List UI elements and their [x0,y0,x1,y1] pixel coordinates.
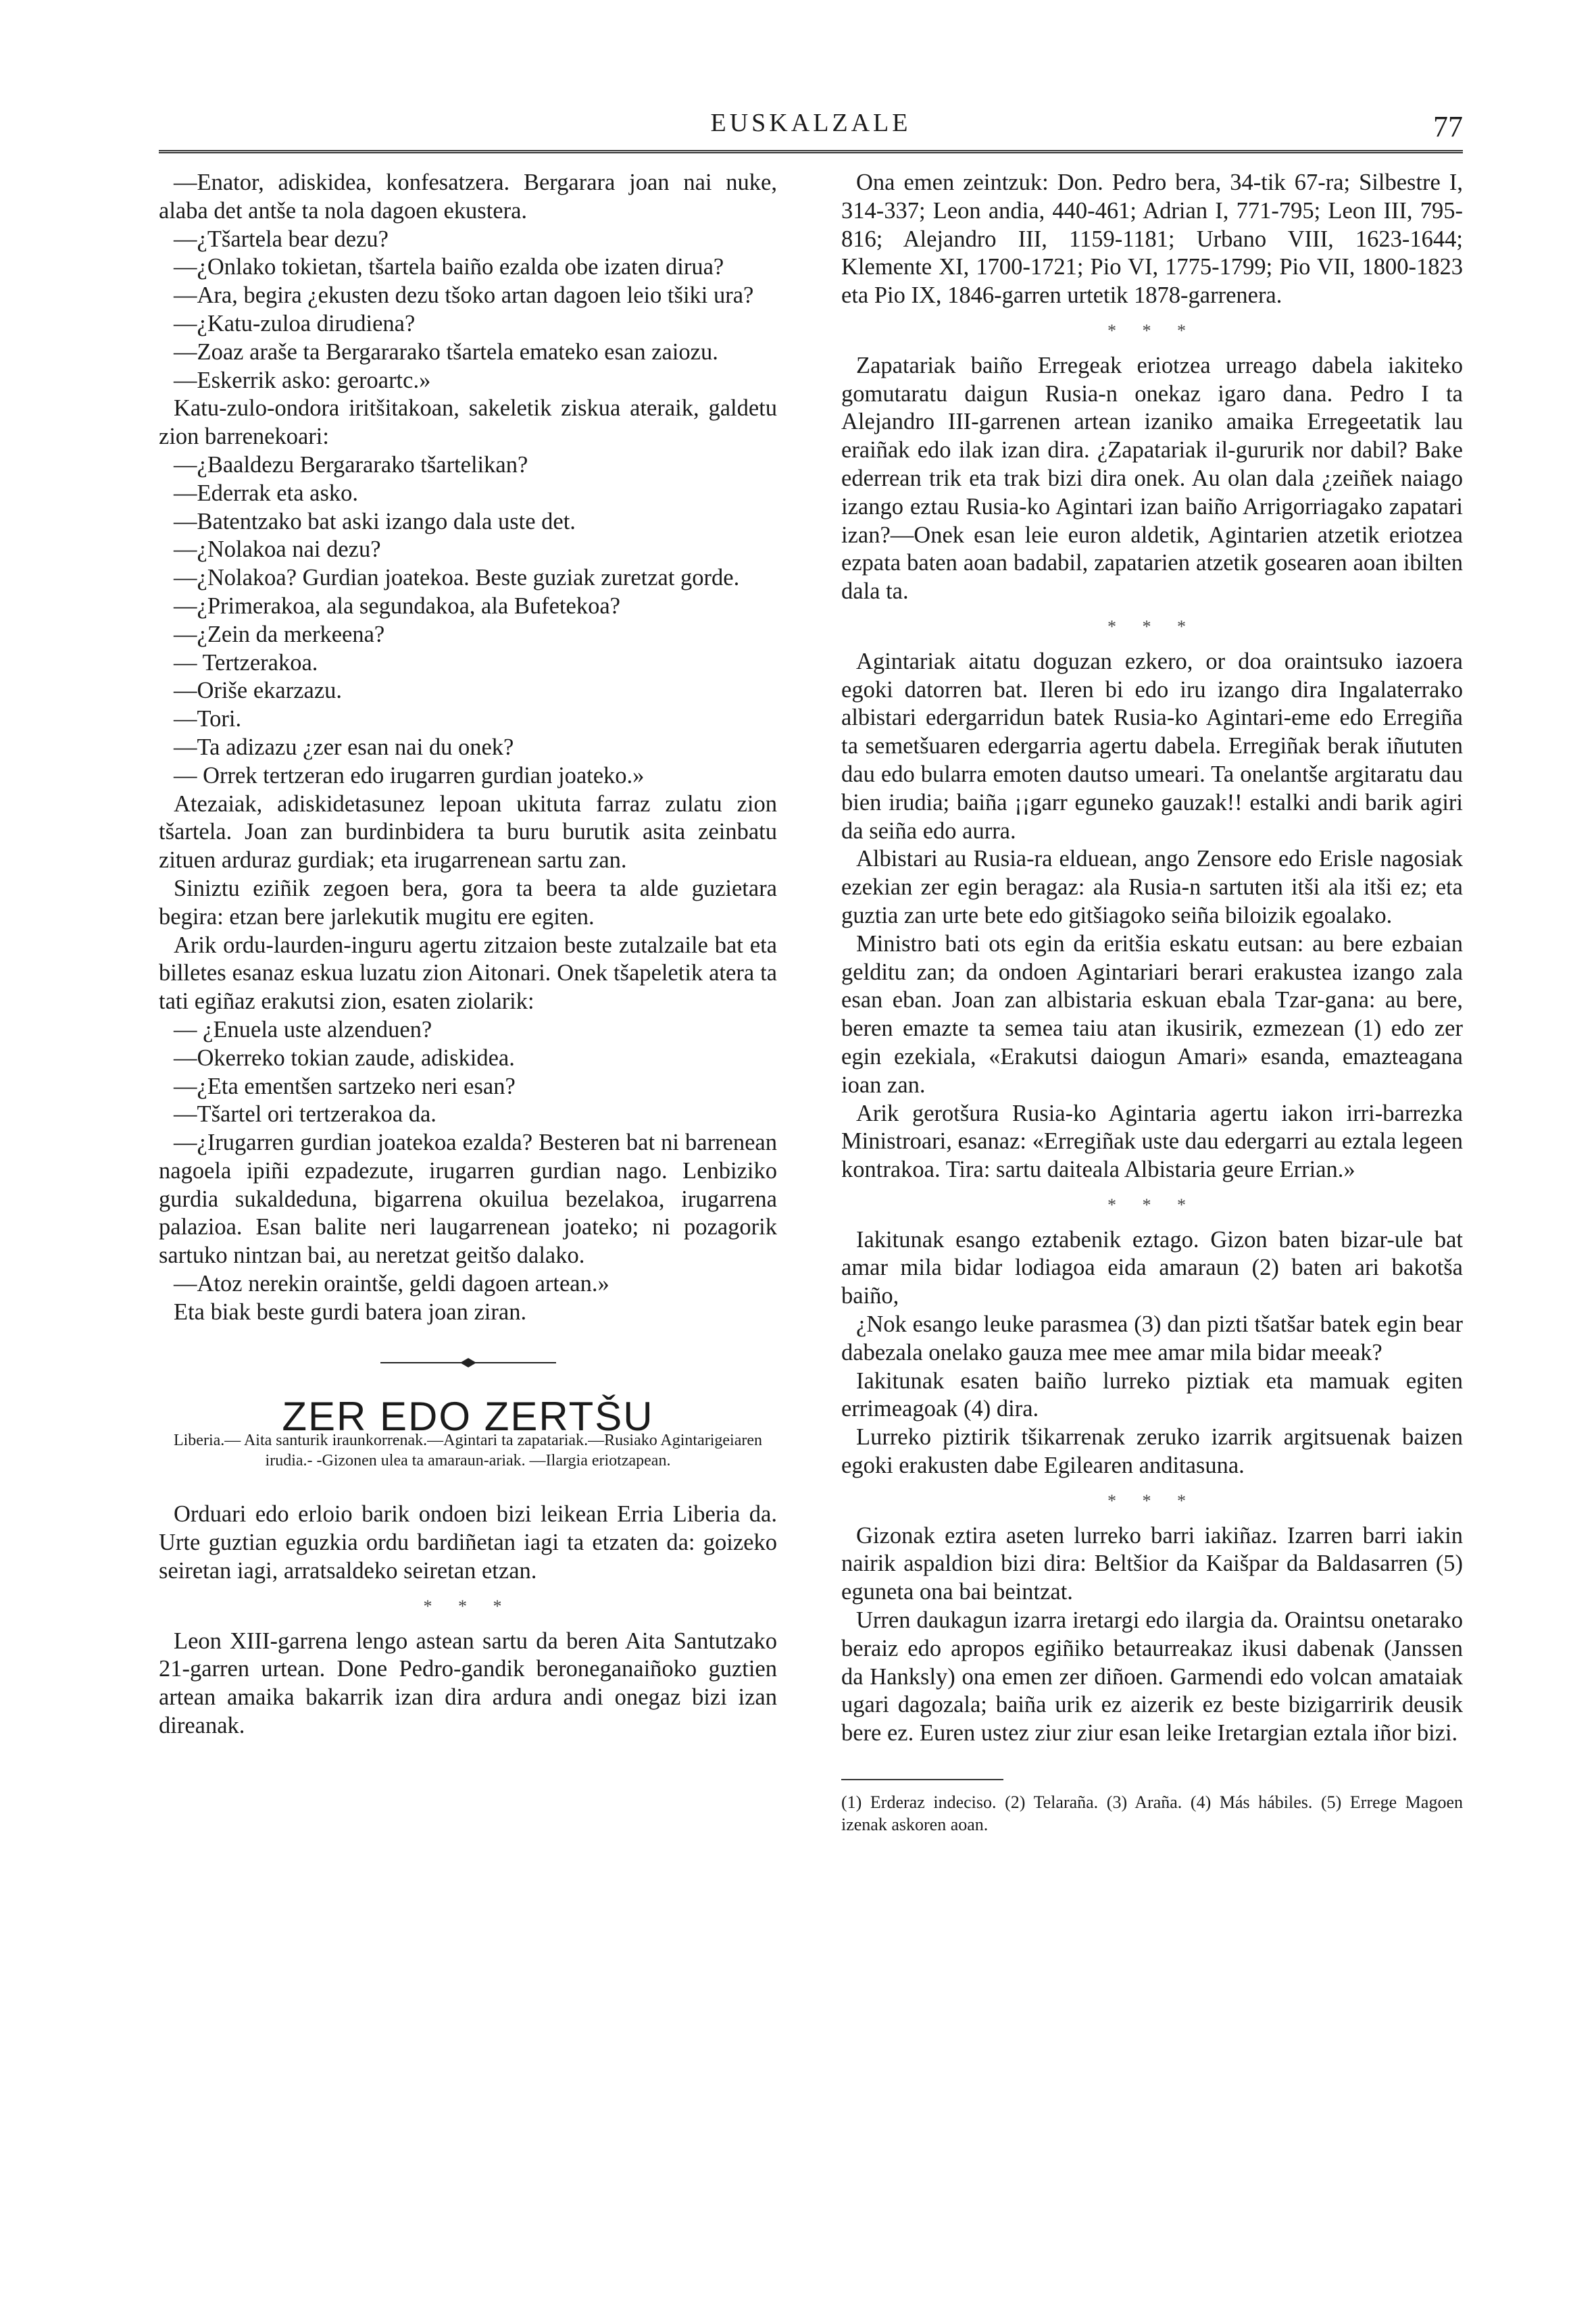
star-separator: * * * [423,1596,513,1616]
dialogue-line: —Zoaz araše ta Bergararako tšartela emateko esan zaiozu. [174,338,718,365]
dialogue-line: —Oriše ekarzazu. [174,678,343,704]
star-separator: * * * [1107,1194,1197,1215]
footnote-rule [841,1779,1003,1780]
dialogue-line: —Ara, begira ¿ekusten dezu tšoko artan dagoen leio tšiki ura? [174,282,754,309]
dialogue-line: —Ta adizazu ¿zer esan nai du onek? [174,734,514,760]
dialogue-line: Atezaiak, adiskidetasunez lepoan ukituta farraz zulatu zion tšartela. Joan zan burdinbidera ta buru burutik asita zeinbatu zituen arduraz gurdiak; eta irugarrenean sartu zan. [159,790,777,874]
dialogue-line: —¿Onlako tokietan, tšartela baiño ezalda obe izaten dirua? [174,254,724,280]
star-separator: * * * [1107,616,1197,636]
page-header [159,101,1463,155]
dialogue-line: —Enator, adiskidea, konfesatzera. Bergarara joan nai nuke, alaba det antše ta nola dagoen ekustera. [159,170,777,224]
dialogue-line: — Orrek tertzeran edo irugarren gurdian joateko.» [174,762,645,788]
paragraph: Orduari edo erloio barik ondoen bizi leikean Erria Liberia da. Urte guztian eguzkia ordu bardiñetan iagi ta etzaten da: goizeko seiretan iagi, arratsaldeko seiretan etzan. [159,1501,777,1584]
dialogue-line: —Eskerrik asko: geroartc.» [174,367,431,393]
paragraph: Agintariak aitatu doguzan ezkero, or doa oraintsuko iazoera egoki datorren bat. Ileren bi edo iru izango dira Ingalaterrako albistari edergarridun batek Rusia-ko Agintari-eme edo Erregiña ta semetšuaren edergarria agertu dabela. Erregiñak berak iñututen dau edo bularra emoten dautso umeari. Ta onelantše argitaratu dau bien irudia; baiña ¡¡garr eguneko gauzak!! estalki andi barik agiri da seiña edo aurra. [841,648,1463,844]
dialogue-line: Arik ordu-laurden-inguru agertu zitzaion beste zutalzaile bat eta billetes esanaz eskua luzatu zion Aitonari. Onek tšapeletik atera ta tati egiñaz erakutsi zion, esaten ziolarik: [159,932,777,1015]
star-separator: * * * [1107,1490,1197,1511]
dialogue-line: —Atoz nerekin oraintše, geldi dagoen artean.» [174,1271,609,1297]
ornamental-divider [380,1357,556,1369]
dialogue-line: —¿Eta ementšen sartzeko neri esan? [174,1073,516,1099]
dialogue-section [159,169,777,1327]
running-title: EUSKALZALE [710,109,912,137]
paragraph: Iakitunak esaten baiño lurreko piztiak eta mamuak egiten errimeagoak (4) dira. [841,1367,1463,1422]
dialogue-line: —¿Katu-zuloa dirudiena? [174,310,416,336]
paragraph: Ona emen zeintzuk: Don. Pedro bera, 34-tik 67-ra; Silbestre I, 314-337; Leon andia, 440-461; Adrian I, 771-795; Leon III, 795-816; Alejandro III, 1159-1181; Urbano VIII, 1623-1644; Klemente XI, 1700-1721; Pio VI, 1775-1799; Pio VII, 1800-1823 eta Pio IX, 1846-garren urtetik 1878-garrenera. [841,170,1463,309]
paragraph: Arik gerotšura Rusia-ko Agintaria agertu iakon irri-barrezka Ministroari, esanaz: «Erregiñak uste dau edergarri au eztala legeen kontrakoa. Tira: sartu daiteala Albistaria geure Errian.» [841,1100,1463,1183]
paragraph: ¿Nok esango leuke parasmea (3) dan pizti tšatšar batek egin bear dabezala onelako gauza mee mee amar mila bidar meeak? [841,1311,1463,1365]
dialogue-line: —Batentzako bat aski izango dala uste det. [174,508,576,534]
section-summary: Liberia.— Aita santurik iraunkorrenak.—Agintari ta zapatariak.—Rusiako Agintarigeiaren irudia.- -Gizonen ulea ta amaraun-ariak. —Ilargia eriotzapean. [173,1432,763,1470]
dialogue-line: —¿Nolakoa? Gurdian joatekoa. Beste guziak zuretzat gorde. [174,565,740,591]
page-number: 77 [1433,110,1463,143]
right-column [841,169,1463,1836]
left-column [159,169,777,1740]
dialogue-line: —¿Zein da merkeena? [174,621,385,647]
footnotes: (1) Erderaz indeciso. (2) Telaraña. (3) Araña. (4) Más hábiles. (5) Errege Magoen izenak askoren aoan. [841,1792,1463,1835]
section-title: ZER EDO ZERTŠU [282,1393,654,1439]
dialogue-line: —¿Irugarren gurdian joatekoa ezalda? Besteren bat ni barrenean nagoela ipiñi ezpadezute, irugarren gurdian nago. Lenbiziko gurdia sukaldeduna, bigarrena okuilua bezelakoa, irugarrena palazioa. Esan balite neri laugarrenean joateko; ni pozagorik sartuko nintzan bai, au neretzat geitšo dalako. [159,1130,777,1269]
dialogue-line: — Tertzerakoa. [174,649,318,676]
paragraph: Ministro bati ots egin da eritšia eskatu eutsan: au bere ezbaian gelditu zan; da ondoen Agintariari berari erakustea izango zala esan eban. Joan zan albistaria eskuan ebala Tzar-gana: au bere, beren emazte ta semea taiu atan ikusirik, ezmezean (1) edo zer egin ezekiala, «Erakutsi daiogun Amari» esanda, emazteagana ioan zan. [841,930,1463,1098]
header-rule [159,150,1463,153]
dialogue-line: —Okerreko tokian zaude, adiskidea. [174,1045,515,1071]
dialogue-line: — ¿Enuela uste alzenduen? [174,1016,432,1042]
dialogue-line: —¿Baaldezu Bergararako tšartelikan? [174,451,528,478]
dialogue-line: Eta biak beste gurdi batera joan ziran. [174,1299,527,1325]
paragraph: Gizonak eztira aseten lurreko barri iakiñaz. Izarren barri iakin nairik aspaldion bizi dira: Beltšior da Kaišpar da Baldasarren (5) eguneta ona bai beintzat. [841,1522,1463,1605]
paragraph: Lurreko piztirik tšikarrenak zeruko izarrik argitsuenak baizen egoki erakusten dabe Egilearen anditasuna. [841,1424,1463,1479]
dialogue-line: Siniztu eziñik zegoen bera, gora ta beera ta alde guzietara begira: etzan bere jarlekutik mugitu ere egiten. [159,875,777,930]
paragraph: Zapatariak baiño Erregeak eriotzea urreago dabela iakiteko gomutaratu daigun Rusia-n onekaz igaro dana. Pedro I ta Alejandro III-garrenen artean izaniko amaika Erregeetatik lau eraiñak edo ilak izan dira. ¿Zapatariak il-gururik nor dabil? Bake ederrean trik eta trak bizi dira onek. Au olan dala ¿zeiñek naiago izango eztau Rusia-ko Agintari izan baiño Arrigorriagako zapatari izan?—Onek esan leie euron aldetik, Agintarien atzetik eriotzea ezpata baten aoan badabil, zapatarien atzetik gosearen aoan ibilten dala ta. [841,352,1463,605]
dialogue-line: Katu-zulo-ondora iritšitakoan, sakeletik ziskua ateraik, galdetu zion barrenekoari: [159,395,777,450]
dialogue-line: —¿Primerakoa, ala segundakoa, ala Bufetekoa? [174,593,620,619]
dialogue-line: —¿Tšartela bear dezu? [174,226,389,252]
dialogue-line: —Tori. [174,706,242,732]
dialogue-line: —¿Nolakoa nai dezu? [174,536,381,563]
paragraph: Iakitunak esango eztabenik eztago. Gizon baten bizar-ule bat amar mila bidar lodiagoa eida amaraun (2) baten ari bakotša baiño, [841,1226,1463,1309]
dialogue-line: —Tšartel ori tertzerakoa da. [174,1101,437,1128]
paragraph: Albistari au Rusia-ra elduean, ango Zensore edo Erisle nagosiak ezekian zer egin beragaz: ala Rusia-n sartuten itši ala itši ez; eta guztia zan urte bete edo gitšiagoko seiña biloizik egoalako. [841,846,1463,928]
paragraph: Urren daukagun izarra iretargi edo ilargia da. Oraintsu onetarako beraiz edo apropos egiñiko betaurreakaz ikusi dabenak (Janssen da Hanksly) ona emen zer diñoen. Garmendi edo volcan amataiak ugari dagozala; baiña urik ez aizerik ez beste bizigarririk deusik bere ez. Euren ustez ziur ziur esan leike Iretargian eztala iñor bizi. [841,1607,1463,1746]
star-separator: * * * [1107,320,1197,341]
dialogue-line: —Ederrak eta asko. [174,480,359,506]
paragraph: Leon XIII-garrena lengo astean sartu da beren Aita Santutzako 21-garren urtean. Done Pedro-gandik beroneganaiñoko guztien artean amaika bakarrik izan dira ardura andi onegaz bizi izan direanak. [159,1628,777,1739]
